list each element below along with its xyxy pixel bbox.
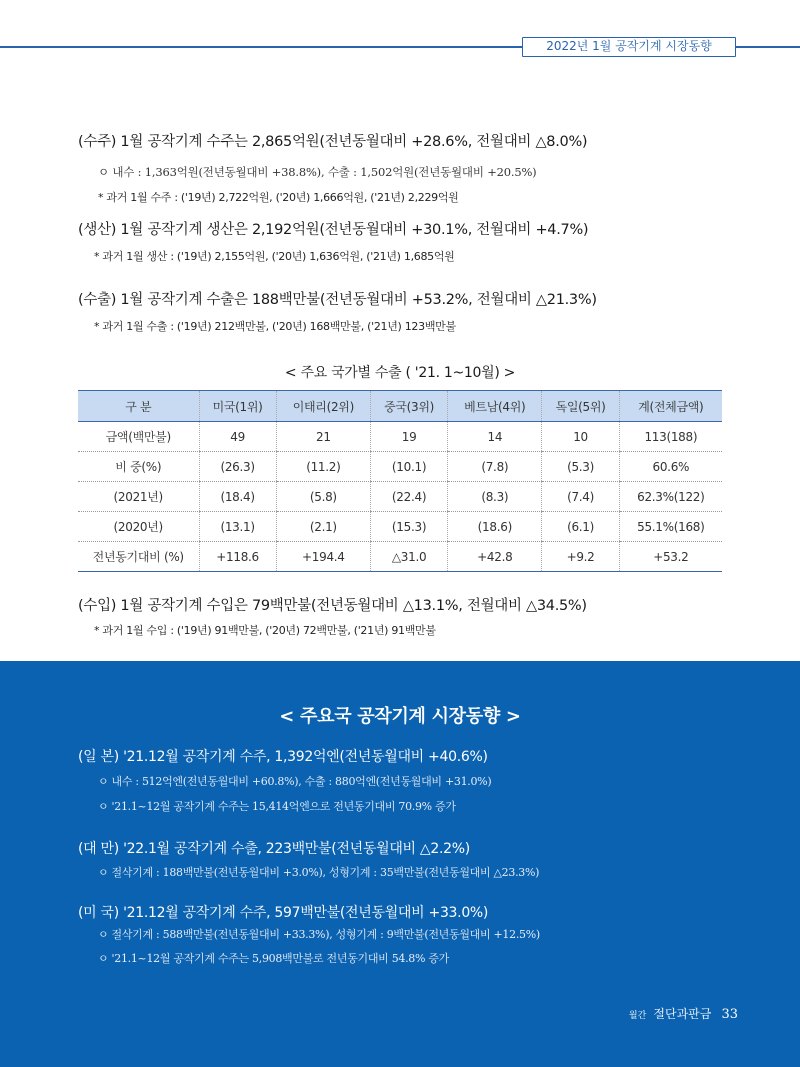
table-cell: 전년동기대비 (%) <box>78 542 199 572</box>
imports-title: (수입) 1월 공작기계 수입은 79백만불(전년동월대비 △13.1%, 전월대비 △34.5%) <box>78 598 587 614</box>
usa-item: ㅇ '21.1~12월 공작기계 수주는 5,908백만불로 전년동기대비 54.8% 증가 <box>98 952 449 965</box>
table-header-cell: 이태리(2위) <box>276 391 370 422</box>
japan-item: ㅇ '21.1~12월 공작기계 수주는 15,414억엔으로 전년동기대비 70.9% 증가 <box>98 800 456 813</box>
orders-detail: ㅇ 내수 : 1,363억원(전년동월대비 +38.8%), 수출 : 1,502억원(전년동월대비 +20.5%) <box>98 165 537 179</box>
table-cell: (8.3) <box>448 482 542 512</box>
table-cell: (22.4) <box>370 482 447 512</box>
table-header-cell: 미국(1위) <box>199 391 276 422</box>
page-number: 33 <box>721 1007 738 1022</box>
table-cell: (11.2) <box>276 452 370 482</box>
table-header-cell: 중국(3위) <box>370 391 447 422</box>
table-cell: (2.1) <box>276 512 370 542</box>
table-cell: 19 <box>370 422 447 452</box>
export-table <box>78 390 722 572</box>
table-cell: △31.0 <box>370 542 447 572</box>
table-cell: (15.3) <box>370 512 447 542</box>
table-cell: +53.2 <box>619 542 722 572</box>
footer-magazine: 절단과판금 <box>653 1007 712 1021</box>
table-cell: (7.8) <box>448 452 542 482</box>
table-cell: (18.6) <box>448 512 542 542</box>
header-title: 2022년 1월 공작기계 시장동향 <box>522 37 736 57</box>
table-row <box>78 512 722 542</box>
table-header-cell: 구 분 <box>78 391 199 422</box>
table-cell: 49 <box>199 422 276 452</box>
exports-title: (수출) 1월 공작기계 수출은 188백만불(전년동월대비 +53.2%, 전월대비 △21.3%) <box>78 292 597 308</box>
table-row <box>78 482 722 512</box>
exports-past: * 과거 1월 수출 : ('19년) 212백만불, ('20년) 168백만불, ('21년) 123백만불 <box>94 320 456 333</box>
table-cell: 10 <box>542 422 619 452</box>
table-cell: +194.4 <box>276 542 370 572</box>
table-row <box>78 422 722 452</box>
table-cell: +42.8 <box>448 542 542 572</box>
table-header-cell: 독일(5위) <box>542 391 619 422</box>
usa-item: ㅇ 절삭기계 : 588백만불(전년동월대비 +33.3%), 성형기계 : 9백만불(전년동월대비 +12.5%) <box>98 928 540 941</box>
table-cell: 14 <box>448 422 542 452</box>
table-header-cell: 계(전체금액) <box>619 391 722 422</box>
table-cell: 60.6% <box>619 452 722 482</box>
table-cell: (2021년) <box>78 482 199 512</box>
table-cell: 62.3%(122) <box>619 482 722 512</box>
export-table-title: < 주요 국가별 수출 ( '21. 1~10월) > <box>284 365 516 381</box>
table-cell: (10.1) <box>370 452 447 482</box>
table-cell: (13.1) <box>199 512 276 542</box>
orders-past: * 과거 1월 수주 : ('19년) 2,722억원, ('20년) 1,666억원, ('21년) 2,229억원 <box>98 191 459 204</box>
usa-title: (미 국) '21.12월 공작기계 수주, 597백만불(전년동월대비 +33.0%) <box>78 905 489 921</box>
table-header-row <box>78 391 722 422</box>
major-markets-title: < 주요국 공작기계 시장동향 > <box>279 706 521 727</box>
table-cell: (2020년) <box>78 512 199 542</box>
japan-title: (일 본) '21.12월 공작기계 수주, 1,392억엔(전년동월대비 +40.6%) <box>78 749 488 765</box>
page-footer <box>629 1003 738 1022</box>
table-cell: 비 중(%) <box>78 452 199 482</box>
orders-title: (수주) 1월 공작기계 수주는 2,865억원(전년동월대비 +28.6%, 전월대비 △8.0%) <box>78 134 588 150</box>
table-cell: 금액(백만불) <box>78 422 199 452</box>
table-cell: (5.8) <box>276 482 370 512</box>
table-cell: 21 <box>276 422 370 452</box>
production-past: * 과거 1월 생산 : ('19년) 2,155억원, ('20년) 1,636억원, ('21년) 1,685억원 <box>94 250 455 263</box>
footer-publisher: 월간 <box>628 1011 647 1021</box>
taiwan-title: (대 만) '22.1월 공작기계 수출, 223백만불(전년동월대비 △2.2%) <box>78 841 470 857</box>
table-row <box>78 452 722 482</box>
table-cell: (26.3) <box>199 452 276 482</box>
imports-past: * 과거 1월 수입 : ('19년) 91백만불, ('20년) 72백만불, ('21년) 91백만불 <box>94 624 436 637</box>
taiwan-item: ㅇ 절삭기계 : 188백만불(전년동월대비 +3.0%), 성형기계 : 35백만불(전년동월대비 △23.3%) <box>98 866 540 879</box>
table-row <box>78 542 722 572</box>
table-cell: 55.1%(168) <box>619 512 722 542</box>
japan-item: ㅇ 내수 : 512억엔(전년동월대비 +60.8%), 수출 : 880억엔(전년동월대비 +31.0%) <box>98 775 492 788</box>
table-cell: (7.4) <box>542 482 619 512</box>
table-cell: +9.2 <box>542 542 619 572</box>
production-title: (생산) 1월 공작기계 생산은 2,192억원(전년동월대비 +30.1%, 전월대비 +4.7%) <box>78 222 589 238</box>
table-cell: 113(188) <box>619 422 722 452</box>
table-cell: +118.6 <box>199 542 276 572</box>
table-cell: (18.4) <box>199 482 276 512</box>
table-cell: (6.1) <box>542 512 619 542</box>
table-cell: (5.3) <box>542 452 619 482</box>
table-header-cell: 베트남(4위) <box>448 391 542 422</box>
